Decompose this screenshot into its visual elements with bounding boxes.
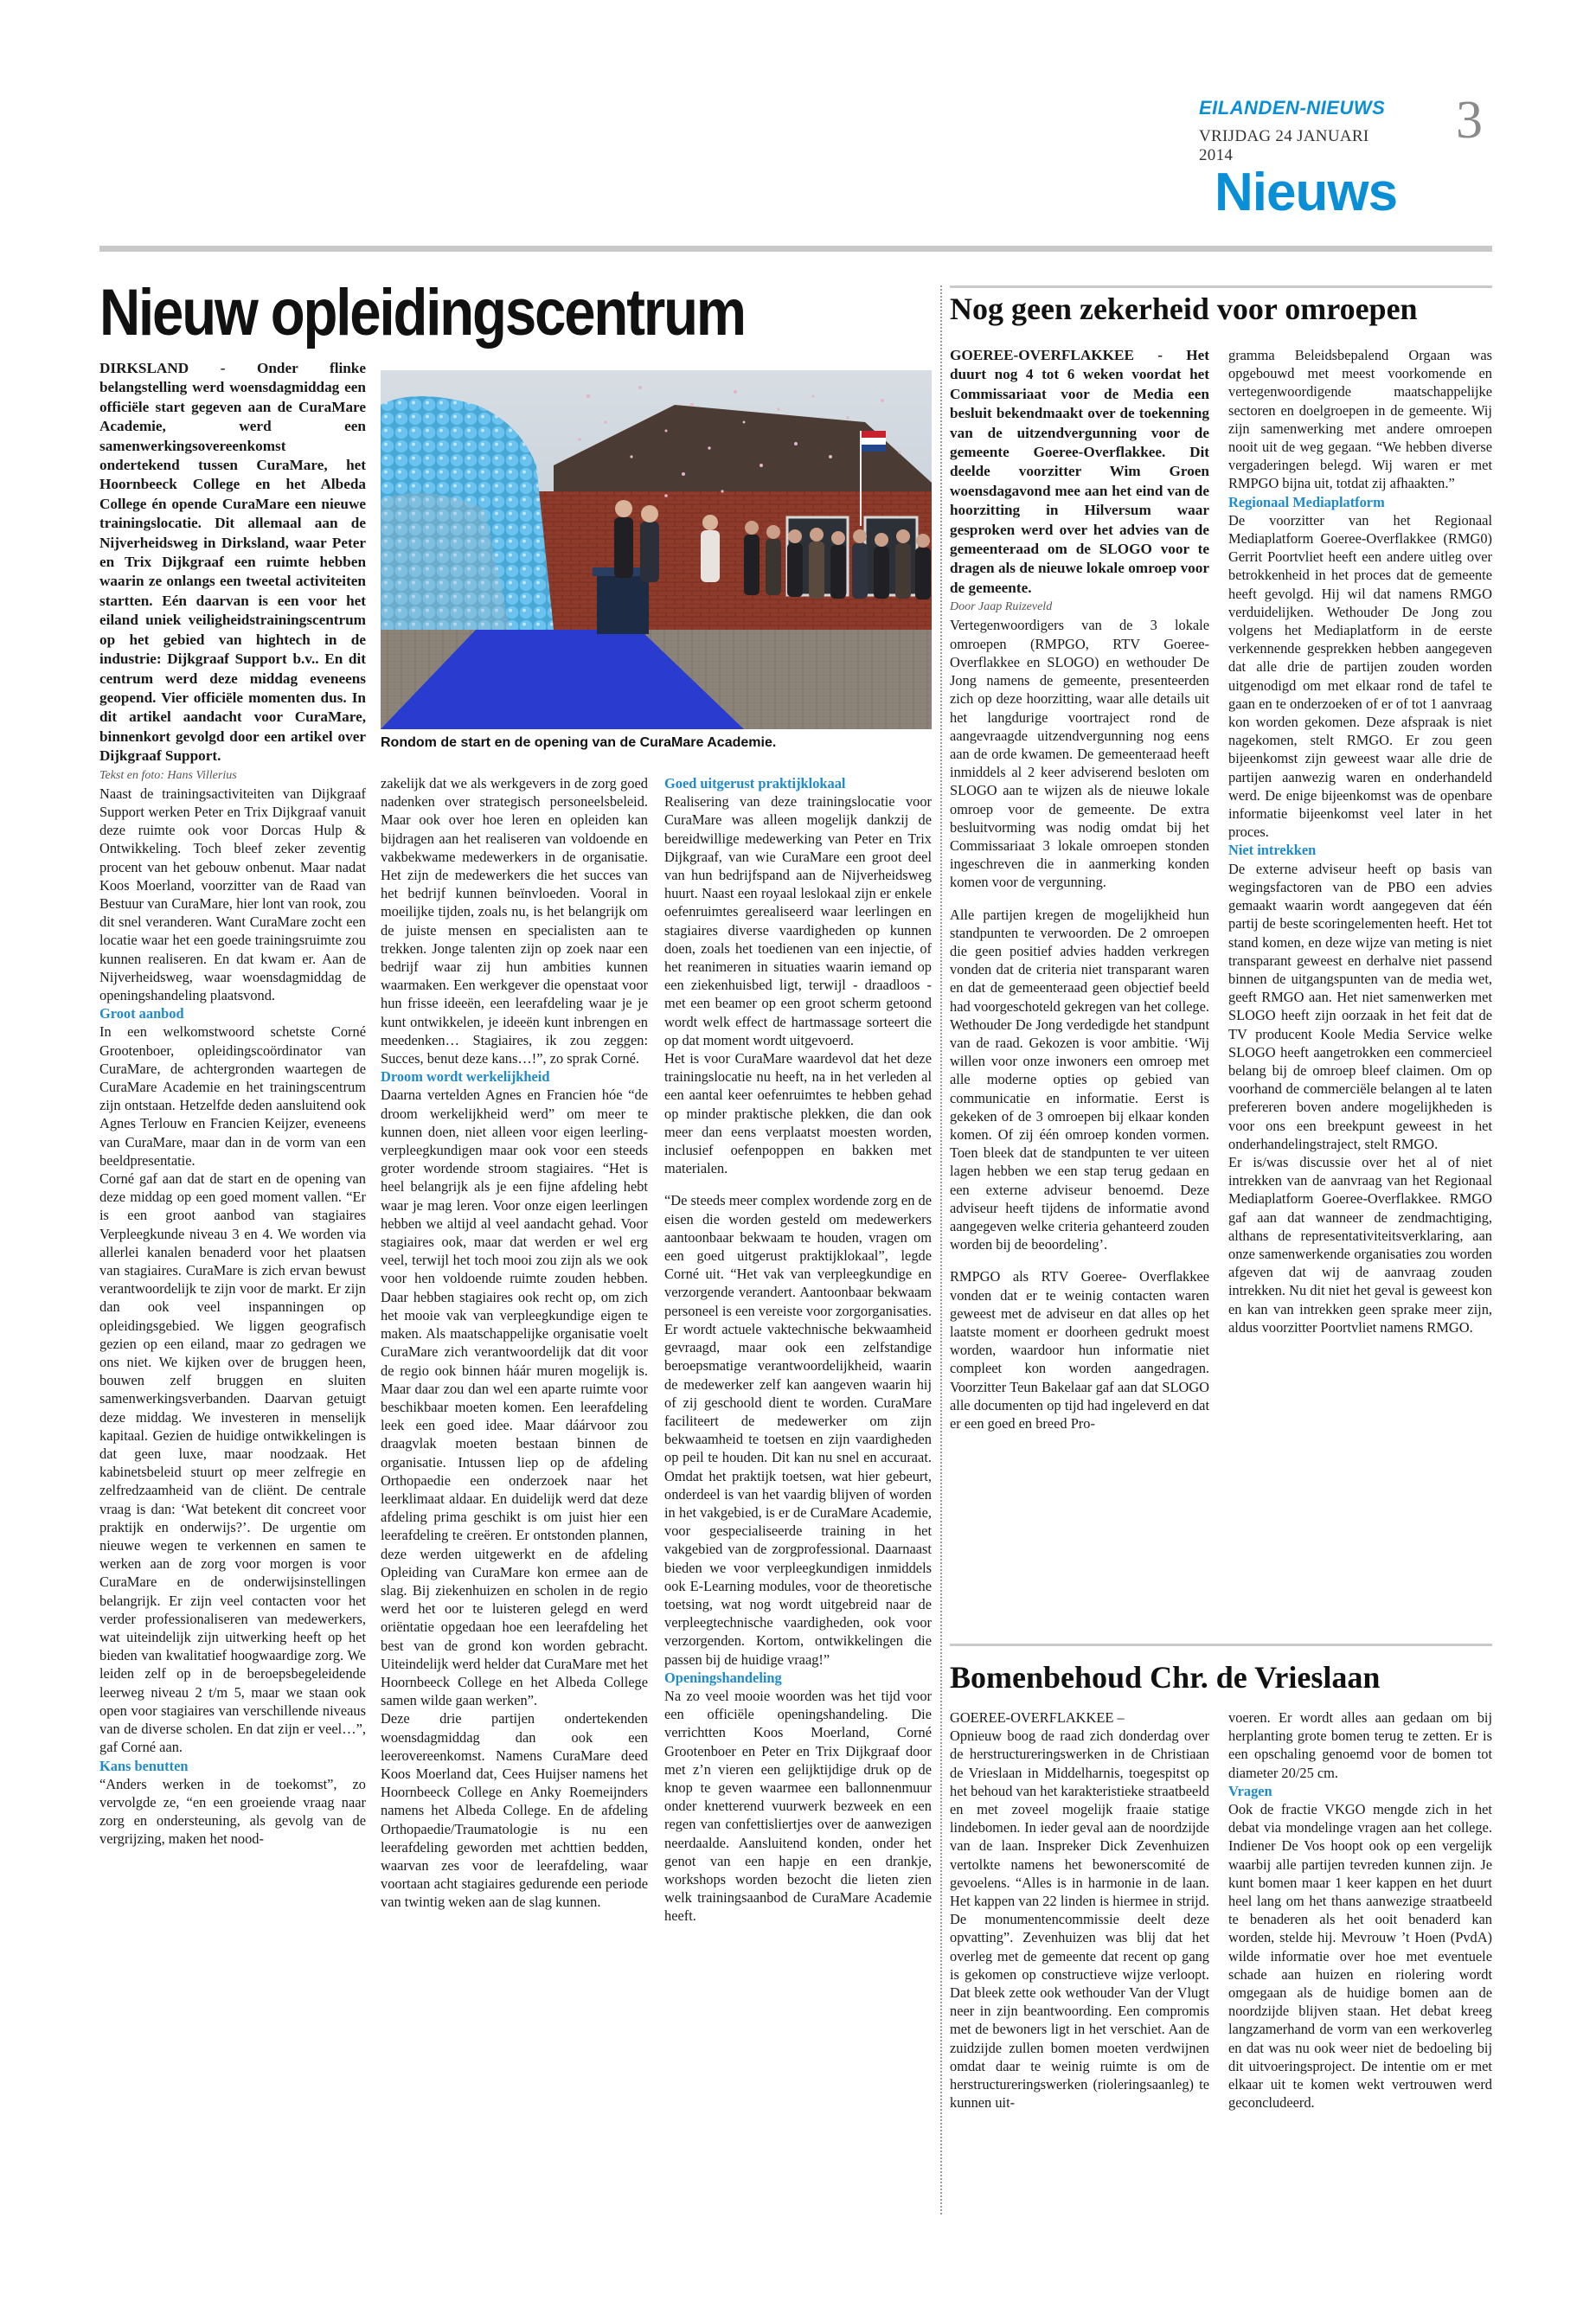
article-paragraph: De externe adviseur heeft op basis van wegingsfactoren van de PBO een advies gemaakt waarin wordt aangegeven dat één partij de beste scoringelementen heeft. Het tot stand komen, en deze wijze van meting is niet transparant geweest en derhalve niet passend binnen de uitgangspunten van de media wet, geeft RMGO aan. Het niet samenwerken met SLOGO heeft zijn oorzaak in het feit dat de TV producent Koole Media Service welke SLOGO heeft aangetrokken een commercieel belang bij de omroep bleef claimen. Om op voorhand de commerciële belangen al te laten prefereren boven andere mogelijkheden is voor ons een breekpunt geweest in het onderhandelingstraject, stelt RMGO. xyxy=(1228,860,1492,1152)
article-paragraph: Deze drie partijen ondertekenden woensdagmiddag dan ook een leerovereenkomst. Namens CuraMare deed Koos Moerland dat, Cees Huijser namens het Hoornbeeck College en Anky Roemeijnders namens het Albeda College. En de afdeling Orthopaedie/Traumatologie is nu een leerafdeling geworden met achttien bedden, waarvan zes voor de leerafdeling, waar voortaan acht stagiaires gedurende een periode van twintig weken aan de slag kunnen. xyxy=(381,1710,648,1911)
article-paragraph: zakelijk dat we als werkgevers in de zorg goed nadenken over strategisch personeelsbeleid. Maar ook over hoe leren en opleiden kan bijdragen aan het realiseren van voldoende en vakbekwame medewerkers in de organisatie. Het zijn de medewerkers die het succes van het bedrijf kunnen beïnvloeden. Vooral in moeilijke tijden, zoals nu, is het belangrijk om de juiste mensen en specialisten aan te trekken. Jonge talenten zijn op zoek naar een bedrijf waar zij hun ambities kunnen waarmaken. Een werkgever die openstaat voor hun frisse ideeën, een leerafdeling waar je je kunt ontwikkelen, je ideeën kunt inbrengen en meedenken… Stagiaires, ik zou zeggen: Succes, benut deze kans…!”, zo sprak Corné. xyxy=(381,775,648,1067)
article-headline: Nieuw opleidingscentrum xyxy=(99,276,745,349)
article-paragraph: Daarna vertelden Agnes en Francien hóe “de droom werkelijkheid werd” om meer te kunnen doen, niet alleen voor eigen leerling-verpleegkundigen maar ook voor een steeds groter wordende stroom stagiaires. “Het is heel belangrijk als je een fijne afdeling hebt waar je mag leren. Voor onze eigen leerlingen hebben we altijd al veel aandacht gehad. Voor stagiaires ook, maar dat werden er wel erg veel, terwijl het toch mooi zou zijn als we ook voor hen voldoende ruimte zouden hebben. Daar hebben stagiaires ook recht op, om zich het mooie vak van verpleegkundige eigen te maken. Als maatschappelijke organisatie voelt CuraMare zich verantwoordelijk dat dit voor de regio ook binnen háár muren mogelijk is. Maar daar zou dan wel een aparte ruimte voor beschikbaar moeten komen. Een leerafdeling leek een goed idee. Maar dáárvoor zou draagvlak moeten bestaan binnen de organisatie. Intussen liep op de afdeling Orthopaedie een onderzoek naar het leerklimaat aldaar. En duidelijk werd dat deze afdeling prima geschikt is om juist hier een leerafdeling te creëren. Er ontstonden plannen, deze werden uitgewerkt en de afdeling Opleiding van CuraMare kon ermee aan de slag. Bij ziekenhuizen en scholen in de regio werd het oor te luisteren gelegd en werd oriëntatie opgedaan hoe een leerafdeling het best van de grond kon worden gebracht. Uiteindelijk werd helder dat CuraMare met het Hoornbeeck College en het Albeda College samen wilde gaan werken”. xyxy=(381,1086,648,1709)
article-column-7 xyxy=(1228,1708,1492,2112)
article-paragraph: In een welkomstwoord schetste Corné Grootenboer, opleidingscoördinator van CuraMare, de achtergronden waartegen de CuraMare Academie en het trainingscentrum zijn ontstaan. Hetzelfde deden aansluitend ook Agnes Terlouw en Francien Keijzer, eveneens van CuraMare, maar dan in de vorm van een beeldpresentatie. xyxy=(99,1023,366,1169)
article-column-5 xyxy=(1228,346,1492,1336)
article-lead: GOEREE-OVERFLAKKEE - Het duurt nog 4 tot 6 weken voordat het Commissariaat voor de Media een besluit bekendmaakt over de toekenning van de uitzendvergunning voor de gemeente Goeree-Overflakkee. Dit deelde voorzitter Wim Groen woensdagavond mee aan het eind van de hoorzitting in Hilversum waar gesproken werd over het advies van de gemeenteraad om de SLOGO voor te dragen als de nieuwe lokale omroep voor de gemeente. xyxy=(950,347,1209,596)
top-divider xyxy=(99,246,1492,252)
article-paragraph: Vertegenwoordigers van de 3 lokale omroepen (RMPGO, RTV Goeree-Overflakkee en SLOGO) en wethouder De Jong namens de gemeente, presenteerden zich op deze hoorzitting, waar alle details uit het langdurige voortraject rond de aangevraagde uitzendvergunning nog eens aan de orde kwamen. De gemeenteraad heeft inmiddels al 2 keer adviserend besloten om SLOGO aan te wijzen als de nieuwe lokale omroep voor de gemeente. De extra besluitvorming was nodig omdat bij het Commissariaat 3 lokale omroepen stonden ingeschreven die in aanmerking konden komen voor de vergunning. xyxy=(950,617,1209,891)
subheading-praktijklokaal: Goed uitgerust praktijklokaal xyxy=(664,775,846,792)
opening-ceremony-photo xyxy=(381,370,932,729)
subheading-droom: Droom wordt werkelijkheid xyxy=(381,1068,550,1086)
article-paragraph: Alle partijen kregen de mogelijkheid hun standpunten te verwoorden. De 2 omroepen die geen positief advies hadden verkregen vonden dat de criteria niet transparant waren en dat de gemeenteraad geen objectief beeld had voorgeschoteld gekregen van het college. Wethouder De Jong verdedigde het standpunt van de raad. Gekozen is voor ambitie. ‘Wij willen voor onze inwoners een omroep met alle moderne opties op gebied van communicatie en informatie. Eerst is gekeken of de 3 omroepen bij elkaar konden komen. Of zij één omroep konden vormen. Toen bleek dat de standpunten te ver uiteen lagen hebben we een stap terug gedaan en een externe adviseur benoemd. Deze adviseur heeft tijdens de informatie avond aangegeven welke criteria gehanteerd zouden worden bij de beoordeling’. xyxy=(950,906,1209,1253)
subheading-openingshandeling: Openingshandeling xyxy=(664,1669,782,1686)
subheading-kans-benutten: Kans benutten xyxy=(99,1757,189,1774)
article-top-rule xyxy=(950,1644,1492,1646)
article-paragraph: Naast de trainingsactiviteiten van Dijkgraaf Support werken Peter en Trix Dijkgraaf vanuit deze ruimte ook voor Dorcas Hulp & Ontwikkeling. Toch bleef zeker zeventig procent van het gebouw onbenut. Maar nadat Koos Moerland, voorzitter van de Raad van Bestuur van CuraMare, hier lont van rook, zou dit snel veranderen. Want CuraMare zocht een locatie waar het een goede trainingsruimte zou kunnen realiseren. En dat kwam er. Aan de Nijverheidsweg, waar woensdagmiddag de openingshandeling plaatsvond. xyxy=(99,785,366,1003)
article-column-3 xyxy=(664,774,932,1926)
article-byline: Door Jaap Ruizeveld xyxy=(950,600,1053,614)
article-lead: DIRKSLAND - Onder flinke belangstelling werd woensdagmiddag een officiële start gegeven aan de CuraMare Academie, werd een samenwerkingsovereenkomst ondertekend tussen CuraMare, het Hoornbeeck College en het Albeda College én opende CuraMare een nieuwe trainingslocatie. Dit allemaal aan de Nijverheidsweg in Dirksland, waar Peter en Trix Dijkgraaf een ruimte hebben waarin ze onlangs een tweetal activiteiten startten. Eén daarvan is een voor het eiland uniek veiligheidstrainingscentrum op het gebied van hightech in de industrie: Dijkgraaf Support b.v.. En dit centrum werd deze middag eveneens geopend. Vier officiële momenten dus. In dit artikel aandacht voor CuraMare, binnenkort gevolgd door een artikel over Dijkgraaf Support. xyxy=(99,360,366,765)
article-headline: Nog geen zekerheid voor omroepen xyxy=(950,292,1418,326)
section-title: Nieuws xyxy=(1215,163,1398,222)
article-paragraph: Er is/was discussie over het al of niet intrekken van de aanvraag van het Regionaal Mediaplatform Goeree-Overflakkee. RMGO gaf aan dat wanneer de zendmachtiging, althans de representativiteitsverklaring, aan onze samenwerkende organisaties zou worden afgeven dat wij de aanvraag zouden intrekken. Nu dit niet het geval is geweest kon en kan van intrekken geen sprake meer zijn, aldus voorzitter Poortvliet namens RMGO. xyxy=(1228,1153,1492,1336)
article-paragraph: Realisering van deze trainingslocatie voor CuraMare was alleen mogelijk dankzij de bereidwillige medewerking van Peter en Trix Dijkgraaf, van wie CuraMare een groot deel van hun bedrijfspand aan de Nijverheidsweg huurt. Naast een royaal leslokaal zijn er enkele oefenruimtes gerealiseerd waar leerlingen en stagiaires diverse vaardigheden op kunnen doen, zoals het toedienen van een injectie, of het reanimeren in situaties waarin iemand op een ziekenhuisbed ligt, terwijl - draadloos - met een beamer op een groot scherm getoond wordt welk effect de hartmassage sorteert die op dat moment wordt uitgevoerd. xyxy=(664,793,932,1048)
subheading-mediaplatform: Regionaal Mediaplatform xyxy=(1228,493,1385,510)
article-column-2 xyxy=(381,774,648,1912)
masthead-date: VRIJDAG 24 JANUARI 2014 xyxy=(1199,127,1369,164)
article-column-4 xyxy=(950,346,1209,1433)
subheading-groot-aanbod: Groot aanbod xyxy=(99,1005,184,1022)
article-paragraph: Na zo veel mooie woorden was het tijd voor een officiële openingshandeling. Die verrichtten Koos Moerland, Corné Grootenboer en Peter en Trix Dijkgraaf door met z’n vieren een gelijktijdige druk op de knop te geven waarmee een ballonnenmuur onder knetterend vuurwerk bezweek en een regen van confettisliertjes over de aanwezigen neerdaalde. Aansluitend konden, onder het genot van een hapje en een drankje, workshops worden bezocht die lieten zien welk trainingsaanbod de CuraMare Academie heeft. xyxy=(664,1687,932,1925)
subheading-vragen: Vragen xyxy=(1228,1782,1272,1799)
article-paragraph: Ook de fractie VKGO mengde zich in het debat via mondelinge vragen aan het college. Indiener De Vos hoopt ook op een vergelijk waarbij alle partijen tevreden kunnen zijn. Je kunt bomen maar 1 keer kappen en het duurt heel lang om het thans aanwezige straatbeeld te benaderen als het ooit benaderd kan worden, stelde hij. Mevrouw ’t Hoen (PvdA) wilde informatie over hoe met eventuele schade aan huizen en riolering wordt omgegaan als de huidige bomen aan de noordzijde blijven staan. Het debat kreeg langzamerhand de vorm van een werkoverleg en dat was nu ook weer niet de bedoeling bij dit uitvoeringsproject. De intentie om er met elkaar uit te komen wekt vertrouwen werd geconcludeerd. xyxy=(1228,1801,1492,2112)
article-dateline: GOEREE-OVERFLAKKEE – xyxy=(950,1709,1125,1726)
article-byline: Tekst en foto: Hans Villerius xyxy=(99,768,237,782)
article-paragraph: voeren. Er wordt alles aan gedaan om bij herplanting grote bomen terug te zetten. Er is een opschaling genoemd voor de bomen tot diameter 20/25 cm. xyxy=(1228,1709,1492,1781)
article-paragraph: Opnieuw boog de raad zich donderdag over de herstructureringswerken in de Christiaan de Vrieslaan in Middelharnis, toegespitst op het behoud van het karakteristieke straatbeeld en met zoveel mogelijk fraaie statige lindebomen. In ieder geval aan de noordzijde van de laan. Inspreker Dick Zevenhuizen vertolkte namens het bewonerscomité de gevoelens. “Alles is in harmonie in de laan. Het kappen van 22 linden is hiermee in strijd. De monumentencommissie deelt deze opvatting”. Zevenhuizen was blij dat het overleg met de gemeente dat recent op gang is gekomen op constructieve wijze verloopt. Dat bleek zette ook wethouder Van der Vlugt neer in zijn beantwoording. Een compromis met de bewoners ligt in het verschiet. Aan de zuidzijde zullen bomen moeten verdwijnen omdat daar te weinig ruimte is om de herstructureringswerken (rioleringsaanleg) te kunnen uit- xyxy=(950,1727,1209,2112)
article-paragraph: Het is voor CuraMare waardevol dat het deze trainingslocatie nu heeft, na in het verleden al een aantal keer oefenruimtes te hebben gehad op minder praktische plekken, die dan ook meer dan eens verplaatst moesten worden, inclusief oefenpoppen en bakken met materialen. xyxy=(664,1050,932,1177)
subheading-niet-intrekken: Niet intrekken xyxy=(1228,842,1317,859)
article-column-1 xyxy=(99,359,366,1849)
article-paragraph: gramma Beleidsbepalend Orgaan was opgebouwd met meest voorkomende en vertegenwoordigende maatschappelijke sectoren en doelgroepen in de gemeente. Wij zijn samenwerking met andere omroepen nooit uit de weg gegaan. “We hebben diverse vergaderingen belegd. Wij waren er met RMPGO bijna uit, totdat zij afhaakten.” xyxy=(1228,347,1492,492)
article-headline: Bomenbehoud Chr. de Vrieslaan xyxy=(950,1660,1381,1695)
masthead-brand-logo: EILANDEN-NIEUWS xyxy=(1199,97,1386,119)
photo-caption: Rondom de start en de opening van de CuraMare Academie. xyxy=(381,735,777,750)
page-number: 3 xyxy=(1456,91,1483,150)
article-column-6 xyxy=(950,1708,1209,2112)
article-paragraph: “De steeds meer complex wordende zorg en de eisen die worden gesteld om medewerkers aantoonbaar bekwaam te houden, vragen om een goed uitgerust praktijklokaal”, legde Corné uit. “Het vak van verpleegkundige en verzorgende verandert. Aantoonbaar bekwaam personeel is een vereiste voor zorgorganisaties. Er wordt actuele vaktechnische bekwaamheid gevraagd, maar ook een zelfstandige beroepsmatige verantwoordelijkheid, waarin de medewerker zelf kan aangeven waarin hij of zij geschoold dient te worden. CuraMare faciliteert de medewerker om zijn bekwaamheid te toetsen en zijn vaardigheden op peil te houden. Dit kan nu snel en accuraat. Omdat het praktijk toetsen, wat hier gebeurt, onderdeel is van het vaardig blijven of worden in het vakgebied, is er de CuraMare Academie, voor gespecialiseerde training in het vakgebied van de zorgprofessional. Daarnaast bieden we voor verpleegkundigen inmiddels ook E-Learning modules, voor de theoretische toetsing, wat nog wordt uitgebreid naar de verpleegtechnische vaardigheden, ook voor verzorgenden. Kortom, ontwikkelingen die passen bij de huidige vraag!” xyxy=(664,1192,932,1668)
article-paragraph: De voorzitter van het Regionaal Mediaplatform Goeree-Overflakkee (RMG0) Gerrit Poortvliet heeft een andere uitleg over betrokkenheid in het proces dat de gemeente heeft gevolgd. Hij wil dat namens RMGO verduidelijken. Wethouder De Jong zou volgens het Mediaplatform in de eerste verkennende gesprekken hebben aangegeven dat alle drie de partijen zouden worden uitgenodigd om met elkaar rond de tafel te gaan en te onderzoeken of er of tot 1 aanvraag kon worden gekomen. Deze afspraak is niet nagekomen, stelt RMGO. Er zou geen bijeenkomst zijn geweest waar alle drie de partijen aanwezig waren en onderhandeld werd. De enige bijeenkomst was de openbare informatie bijeenkomst veel later in het proces. xyxy=(1228,511,1492,841)
article-top-rule xyxy=(950,285,1492,288)
article-paragraph: “Anders werken in de toekomst”, zo vervolgde ze, “en een groeiende vraag naar zorg en ondersteuning, als gevolg van de vergrijzing, maken het nood- xyxy=(99,1775,366,1848)
article-paragraph: RMPGO als RTV Goeree- Overflakkee vonden dat er te weinig contacten waren geweest met de adviseur en dat alles op het laatste moment er doorheen gedrukt moest worden, waardoor hun informatie niet compleet kon worden aangedragen. Voorzitter Teun Bakelaar gaf aan dat SLOGO alle documenten op tijd had ingeleverd en dat er een goed en breed Pro- xyxy=(950,1268,1209,1433)
column-divider xyxy=(940,285,942,2214)
article-paragraph: Corné gaf aan dat de start en de opening van deze middag op een goed moment vallen. “Er is een groot aanbod van stagiaires Verpleegkunde niveau 3 en 4. We worden via allerlei kanalen benaderd voor het plaatsen van stagiaires. CuraMare is zich ervan bewust verantwoordelijk te zijn voor de markt. Er zijn dan ook veel inspanningen op opleidingsgebied. We liggen geografisch gezien op een eiland, maar zo gedragen we ons niet. We kijken over de bruggen heen, bouwen zelf bruggen en sluiten samenwerkingsverbanden. Daarvan getuigt deze middag. We investeren in menselijk kapitaal. Gezien de huidige ontwikkelingen is dat geen luxe, maar noodzaak. Het kabinetsbeleid stuurt op meer zelfregie en zelfredzaamheid van de cliënt. De centrale vraag is dan: ‘Wat betekent dit concreet voor praktijk en onderwijs?’. De urgentie om nieuwe wegen te verkennen en samen te werken aan de zorg voor morgen is voor CuraMare en de onderwijsinstellingen belangrijk. Er zijn veel contacten voor het verder professionaliseren van medewerkers, wat uiteindelijk zijn uitwerking heeft op het bieden van kwalitatief hoogwaardige zorg. We leiden zelf op in de beroepsbegeleidende leerweg niveau 2 t/m 5, maar we staan ook open voor stagiaires van verschillende niveaus van de diverse scholen. En dat zijn er veel…”, gaf Corné aan. xyxy=(99,1170,366,1756)
